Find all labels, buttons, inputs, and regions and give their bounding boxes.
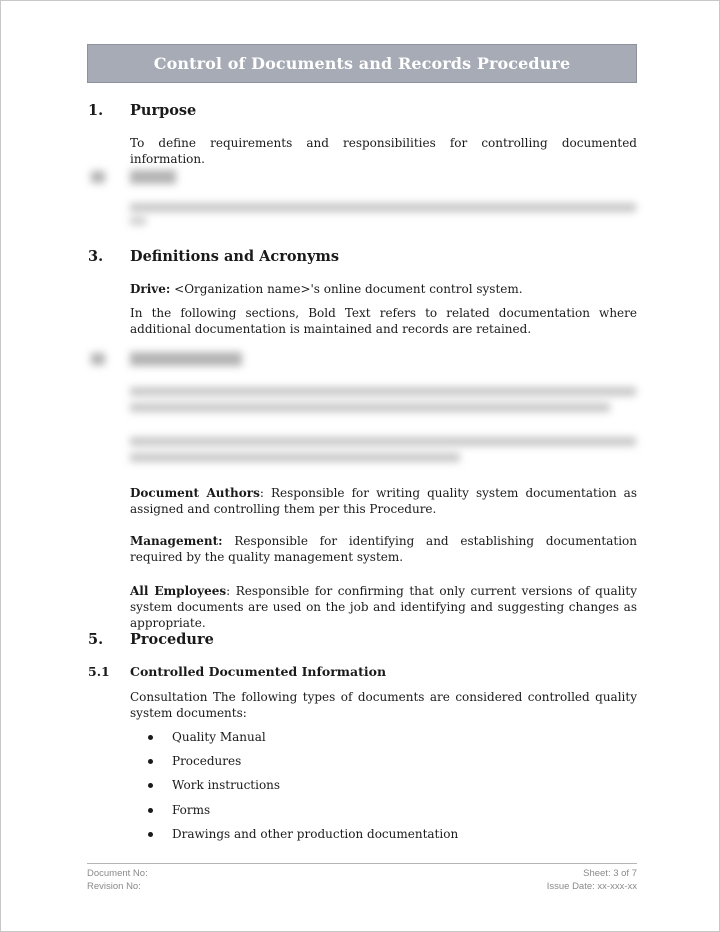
footer-revision-no: Revision No: bbox=[87, 881, 141, 892]
bold-text-note: In the following sections, Bold Text refers to related documentation where additional documentation is maintained and records are retained. bbox=[130, 306, 637, 336]
bullet-icon bbox=[148, 808, 153, 813]
subsection-5-1-number: 5.1 bbox=[88, 664, 110, 679]
section-1-number: 1. bbox=[88, 102, 104, 119]
footer-divider bbox=[87, 863, 637, 864]
section-3-number: 3. bbox=[88, 248, 104, 265]
section-1-title: Purpose bbox=[130, 102, 197, 119]
drive-term: Drive: bbox=[130, 282, 171, 296]
footer-sheet: Sheet: 3 of 7 bbox=[583, 868, 637, 879]
bullet-icon bbox=[148, 783, 153, 788]
controlled-documents-intro: Consultation The following types of documents are considered controlled quality system documents: bbox=[130, 690, 637, 720]
section-3-title: Definitions and Acronyms bbox=[130, 248, 340, 265]
document-authors-text: : Responsible for writing quality system documentation as assigned and controlling them per this Procedure. bbox=[130, 486, 637, 516]
all-employees-text: : Responsible for confirming that only current versions of quality system documents are used on the job and identifying and suggesting changes as appropriate. bbox=[130, 584, 637, 630]
document-page: Control of Documents and Records Procedure 1. Purpose To define requirements and responsibilities for controlling documented information. 3. Definitions and Acronyms Drive: <Organization name>'s online document control system. In the following sections, Bold Text refers to related documentation where additional documentation is maintained and records are retained. Document Authors: Responsible for writing quality system documentation as assigned and controlling them per this Procedure. Management: Responsible for identifying and establishing documentation required by the quality management system. All Employees: Responsible for confirming that only current versions of quality system documents are used on the job and identifying and suggesting changes as appropriate. 5. Procedure 5.1 Controlled Documented Information Consultation The following types of documents are considered controlled quality system documents: Quality Manual Procedures Work instructions Forms Drawings and other production documentation Document No: Revision No: Sheet: 3 of 7 Issue Date: xx-xxx-xx bbox=[0, 0, 720, 932]
management-term: Management: bbox=[130, 534, 223, 548]
bullet-icon bbox=[148, 832, 153, 837]
document-authors-responsibility bbox=[130, 485, 637, 517]
bullet-icon bbox=[148, 759, 153, 764]
bullet-icon bbox=[148, 735, 153, 740]
document-authors-term: Document Authors bbox=[130, 486, 260, 500]
footer-document-no: Document No: bbox=[87, 868, 148, 879]
title-banner bbox=[87, 44, 637, 83]
all-employees-term: All Employees bbox=[130, 584, 227, 598]
purpose-text: To define requirements and responsibilities for controlling documented information. bbox=[130, 136, 637, 166]
management-text: Responsible for identifying and establishing documentation required by the quality management system. bbox=[130, 534, 637, 564]
footer-issue-date: Issue Date: xx-xxx-xx bbox=[546, 881, 637, 892]
document-title: Control of Documents and Records Procedure bbox=[153, 54, 571, 73]
all-employees-responsibility bbox=[130, 583, 637, 631]
section-5-number: 5. bbox=[88, 631, 104, 648]
section-5-title: Procedure bbox=[130, 631, 214, 648]
management-responsibility bbox=[130, 533, 637, 565]
drive-definition bbox=[130, 281, 637, 297]
drive-description: <Organization name>'s online document control system. bbox=[170, 282, 523, 296]
subsection-5-1-title: Controlled Documented Information bbox=[130, 664, 387, 679]
